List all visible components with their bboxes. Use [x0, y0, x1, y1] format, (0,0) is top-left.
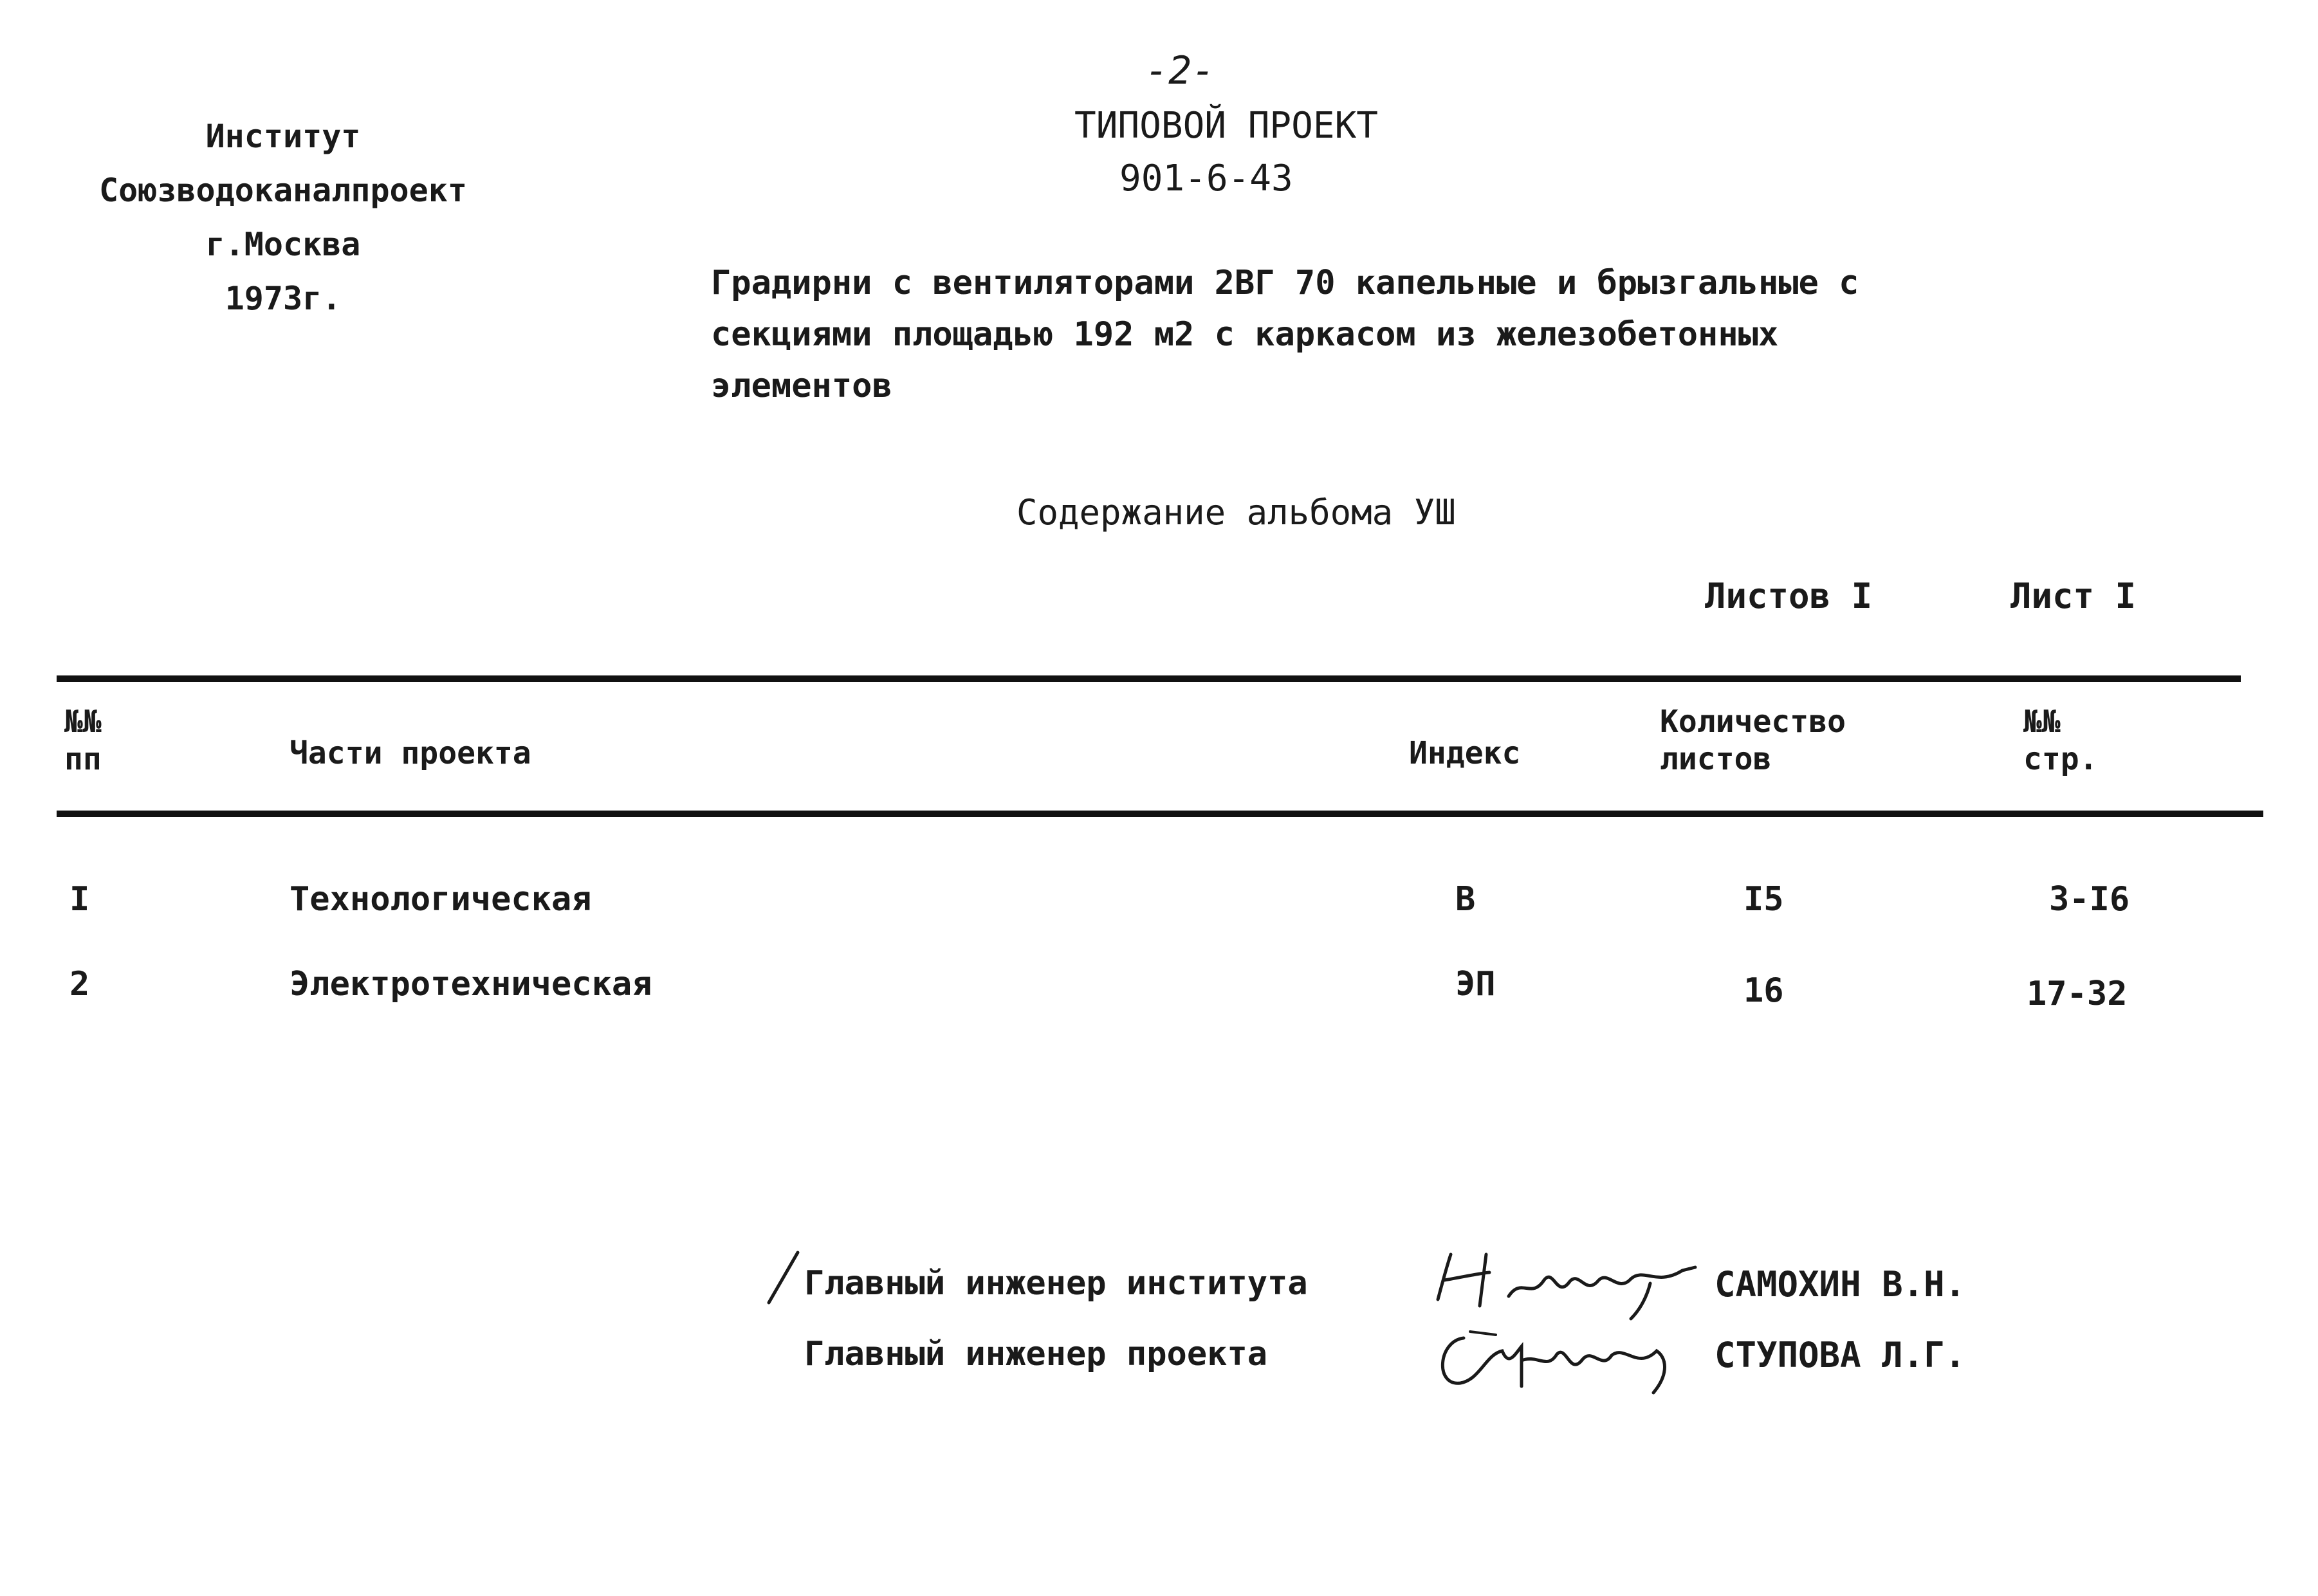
signature-title-institute: Главный инженер института	[804, 1264, 1308, 1303]
column-header-pages-line2: стр.	[2023, 741, 2098, 777]
institute-year: 1973г.	[225, 280, 342, 317]
column-header-pages-line1: №№	[2023, 704, 2061, 740]
description-line: секциями площадью 192 м2 с каркасом из железобетонных	[711, 315, 1779, 354]
row-num: I	[69, 880, 90, 919]
description-line: Градирни с вентиляторами 2ВГ 70 капельные и брызгальные с	[711, 264, 1859, 302]
page-number: -2-	[1145, 48, 1215, 93]
row-num: 2	[69, 965, 90, 1004]
row-part: Технологическая	[290, 880, 592, 919]
column-header-count-line1: Количество	[1660, 704, 1846, 740]
institute-name: Союзводоканалпроект	[99, 172, 467, 209]
signature-title-project: Главный инженер проекта	[804, 1335, 1268, 1373]
table-top-rule	[57, 675, 2241, 682]
column-header-num	[64, 703, 102, 778]
row-count: I5	[1743, 880, 1784, 919]
sheets-total: Листов I	[1705, 576, 1873, 616]
row-index: ЭП	[1455, 965, 1496, 1004]
column-header-num-line1: №№	[64, 704, 102, 740]
project-code: 901-6-43	[1119, 158, 1293, 199]
institute-city: г.Москва	[205, 226, 361, 263]
column-header-pages	[2023, 703, 2098, 778]
signature-name-institute: САМОХИН В.Н.	[1715, 1264, 1966, 1305]
column-header-count-line2: листов	[1660, 741, 1772, 777]
institute-label: Институт	[205, 118, 361, 155]
description-line: элементов	[711, 367, 892, 405]
row-count: 16	[1743, 971, 1784, 1010]
column-header-num-line2: пп	[64, 741, 102, 777]
row-part: Электротехническая	[290, 965, 652, 1004]
column-header-index: Индекс	[1409, 735, 1521, 771]
sheet-number: Лист I	[2010, 576, 2137, 616]
project-type: ТИПОВОЙ ПРОЕКТ	[1074, 105, 1379, 147]
project-description	[711, 257, 2030, 412]
row-pages: 17-32	[2027, 975, 2128, 1013]
institute-block	[58, 109, 508, 326]
signature-name-project: СТУПОВА Л.Г.	[1715, 1335, 1966, 1375]
contents-title: Содержание альбома УШ	[1016, 492, 1456, 533]
row-pages: 3-I6	[2049, 880, 2130, 919]
pen-mark-icon	[762, 1245, 807, 1309]
table-header-rule	[57, 811, 2263, 817]
signature-handwriting-icon	[1425, 1316, 1682, 1412]
column-header-count	[1660, 703, 1846, 778]
row-index: В	[1455, 880, 1476, 919]
column-header-part: Части проекта	[290, 735, 531, 771]
